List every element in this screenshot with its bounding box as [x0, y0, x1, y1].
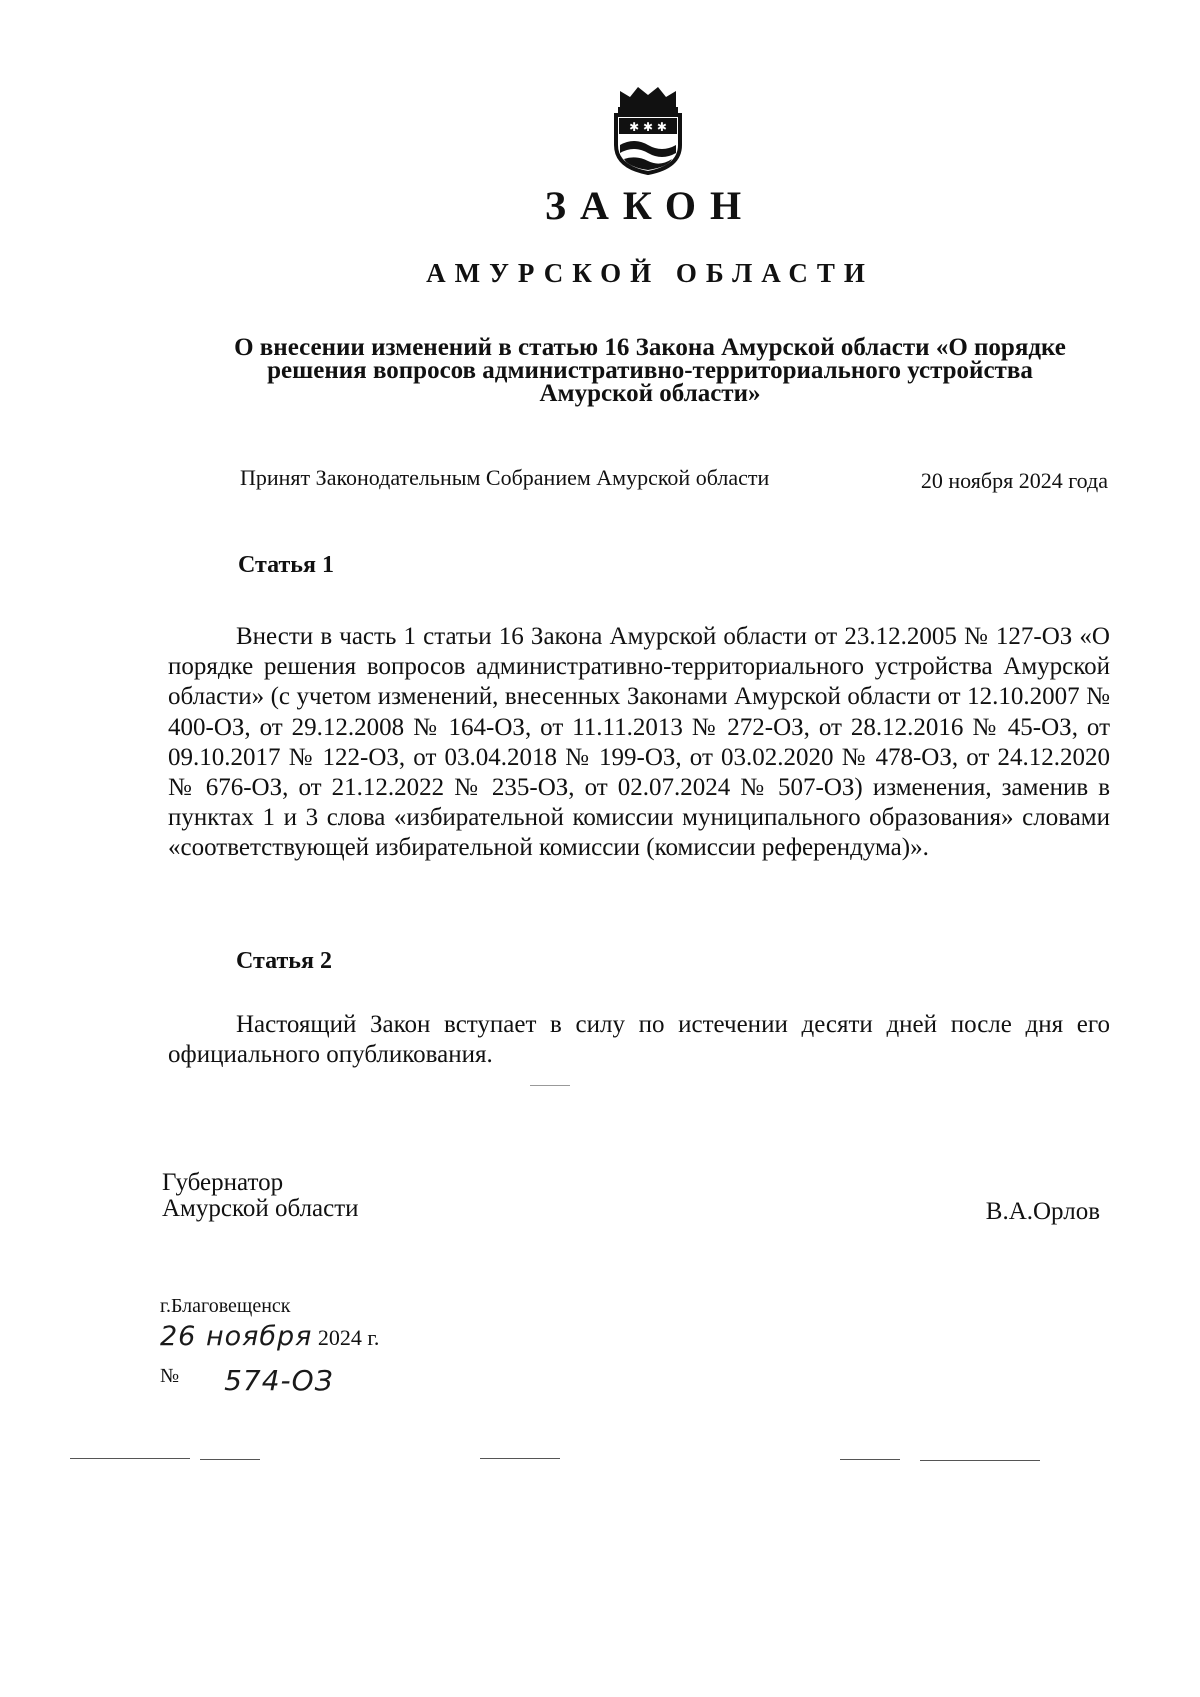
law-number — [160, 1356, 334, 1397]
scan-artifact-line — [480, 1458, 560, 1459]
article-1-text: Внести в часть 1 статьи 16 Закона Амурской области от 23.12.2005 № 127-ОЗ «О порядке решения вопросов административно-территориального устройства Амурской области» (с учетом изменений, внесенных Законами Амурской области от 12.10.2007 № 400-ОЗ, от 29.12.2008 № 164-ОЗ, от 11.11.2013 № 272-ОЗ, от 28.12.2016 № 45-ОЗ, от 09.10.2017 № 122-ОЗ, от 03.04.2018 № 199-ОЗ, от 03.02.2020 № 478-ОЗ, от 24.12.2020 № 676-ОЗ, от 21.12.2022 № 235-ОЗ, от 02.07.2024 № 507-ОЗ) изменения, заменив в пунктах 1 и 3 слова «избирательной комиссии муниципального образования» словами «соответствующей избирательной комиссии (комиссии референдума)». — [168, 623, 1110, 862]
signing-date — [160, 1321, 379, 1352]
law-subject — [170, 336, 1130, 405]
handwritten-number: 574-ОЗ — [224, 1364, 334, 1397]
scan-artifact-line — [70, 1458, 190, 1459]
article-2-text: Настоящий Закон вступает в силу по истечении десяти дней после дня его официального опубликования. — [168, 1011, 1110, 1069]
position-line: Амурской области — [162, 1195, 359, 1222]
article-1-heading: Статья 1 — [238, 552, 334, 578]
svg-text:✱ ✱ ✱: ✱ ✱ ✱ — [629, 120, 667, 134]
city-name: г.Благовещенск — [160, 1295, 291, 1317]
position-line: Губернатор — [162, 1169, 284, 1196]
coat-of-arms-icon — [610, 85, 686, 175]
scan-artifact-line — [200, 1459, 260, 1460]
subject-line: О внесении изменений в статью 16 Закона Амурской области «О порядке — [234, 334, 1066, 361]
signatory-name: В.А.Орлов — [985, 1198, 1100, 1225]
scan-artifact-line — [530, 1085, 570, 1086]
subject-line: Амурской области» — [539, 380, 761, 407]
scan-artifact-line — [840, 1459, 900, 1460]
adoption-text: Принят Законодательным Собранием Амурской области — [240, 465, 770, 490]
signatory-position — [162, 1170, 359, 1222]
document-subtitle: АМУРСКОЙ ОБЛАСТИ — [426, 258, 874, 288]
document-title: ЗАКОН — [544, 183, 756, 228]
subject-line: решения вопросов административно-территориального устройства — [267, 357, 1033, 384]
signing-year: 2024 г. — [317, 1325, 380, 1350]
adoption-date: 20 ноября 2024 года — [920, 468, 1108, 493]
article-2-heading: Статья 2 — [236, 948, 332, 974]
scan-artifact-line — [920, 1460, 1040, 1461]
handwritten-date: 26 ноября — [160, 1321, 313, 1352]
number-label: № — [160, 1365, 180, 1387]
